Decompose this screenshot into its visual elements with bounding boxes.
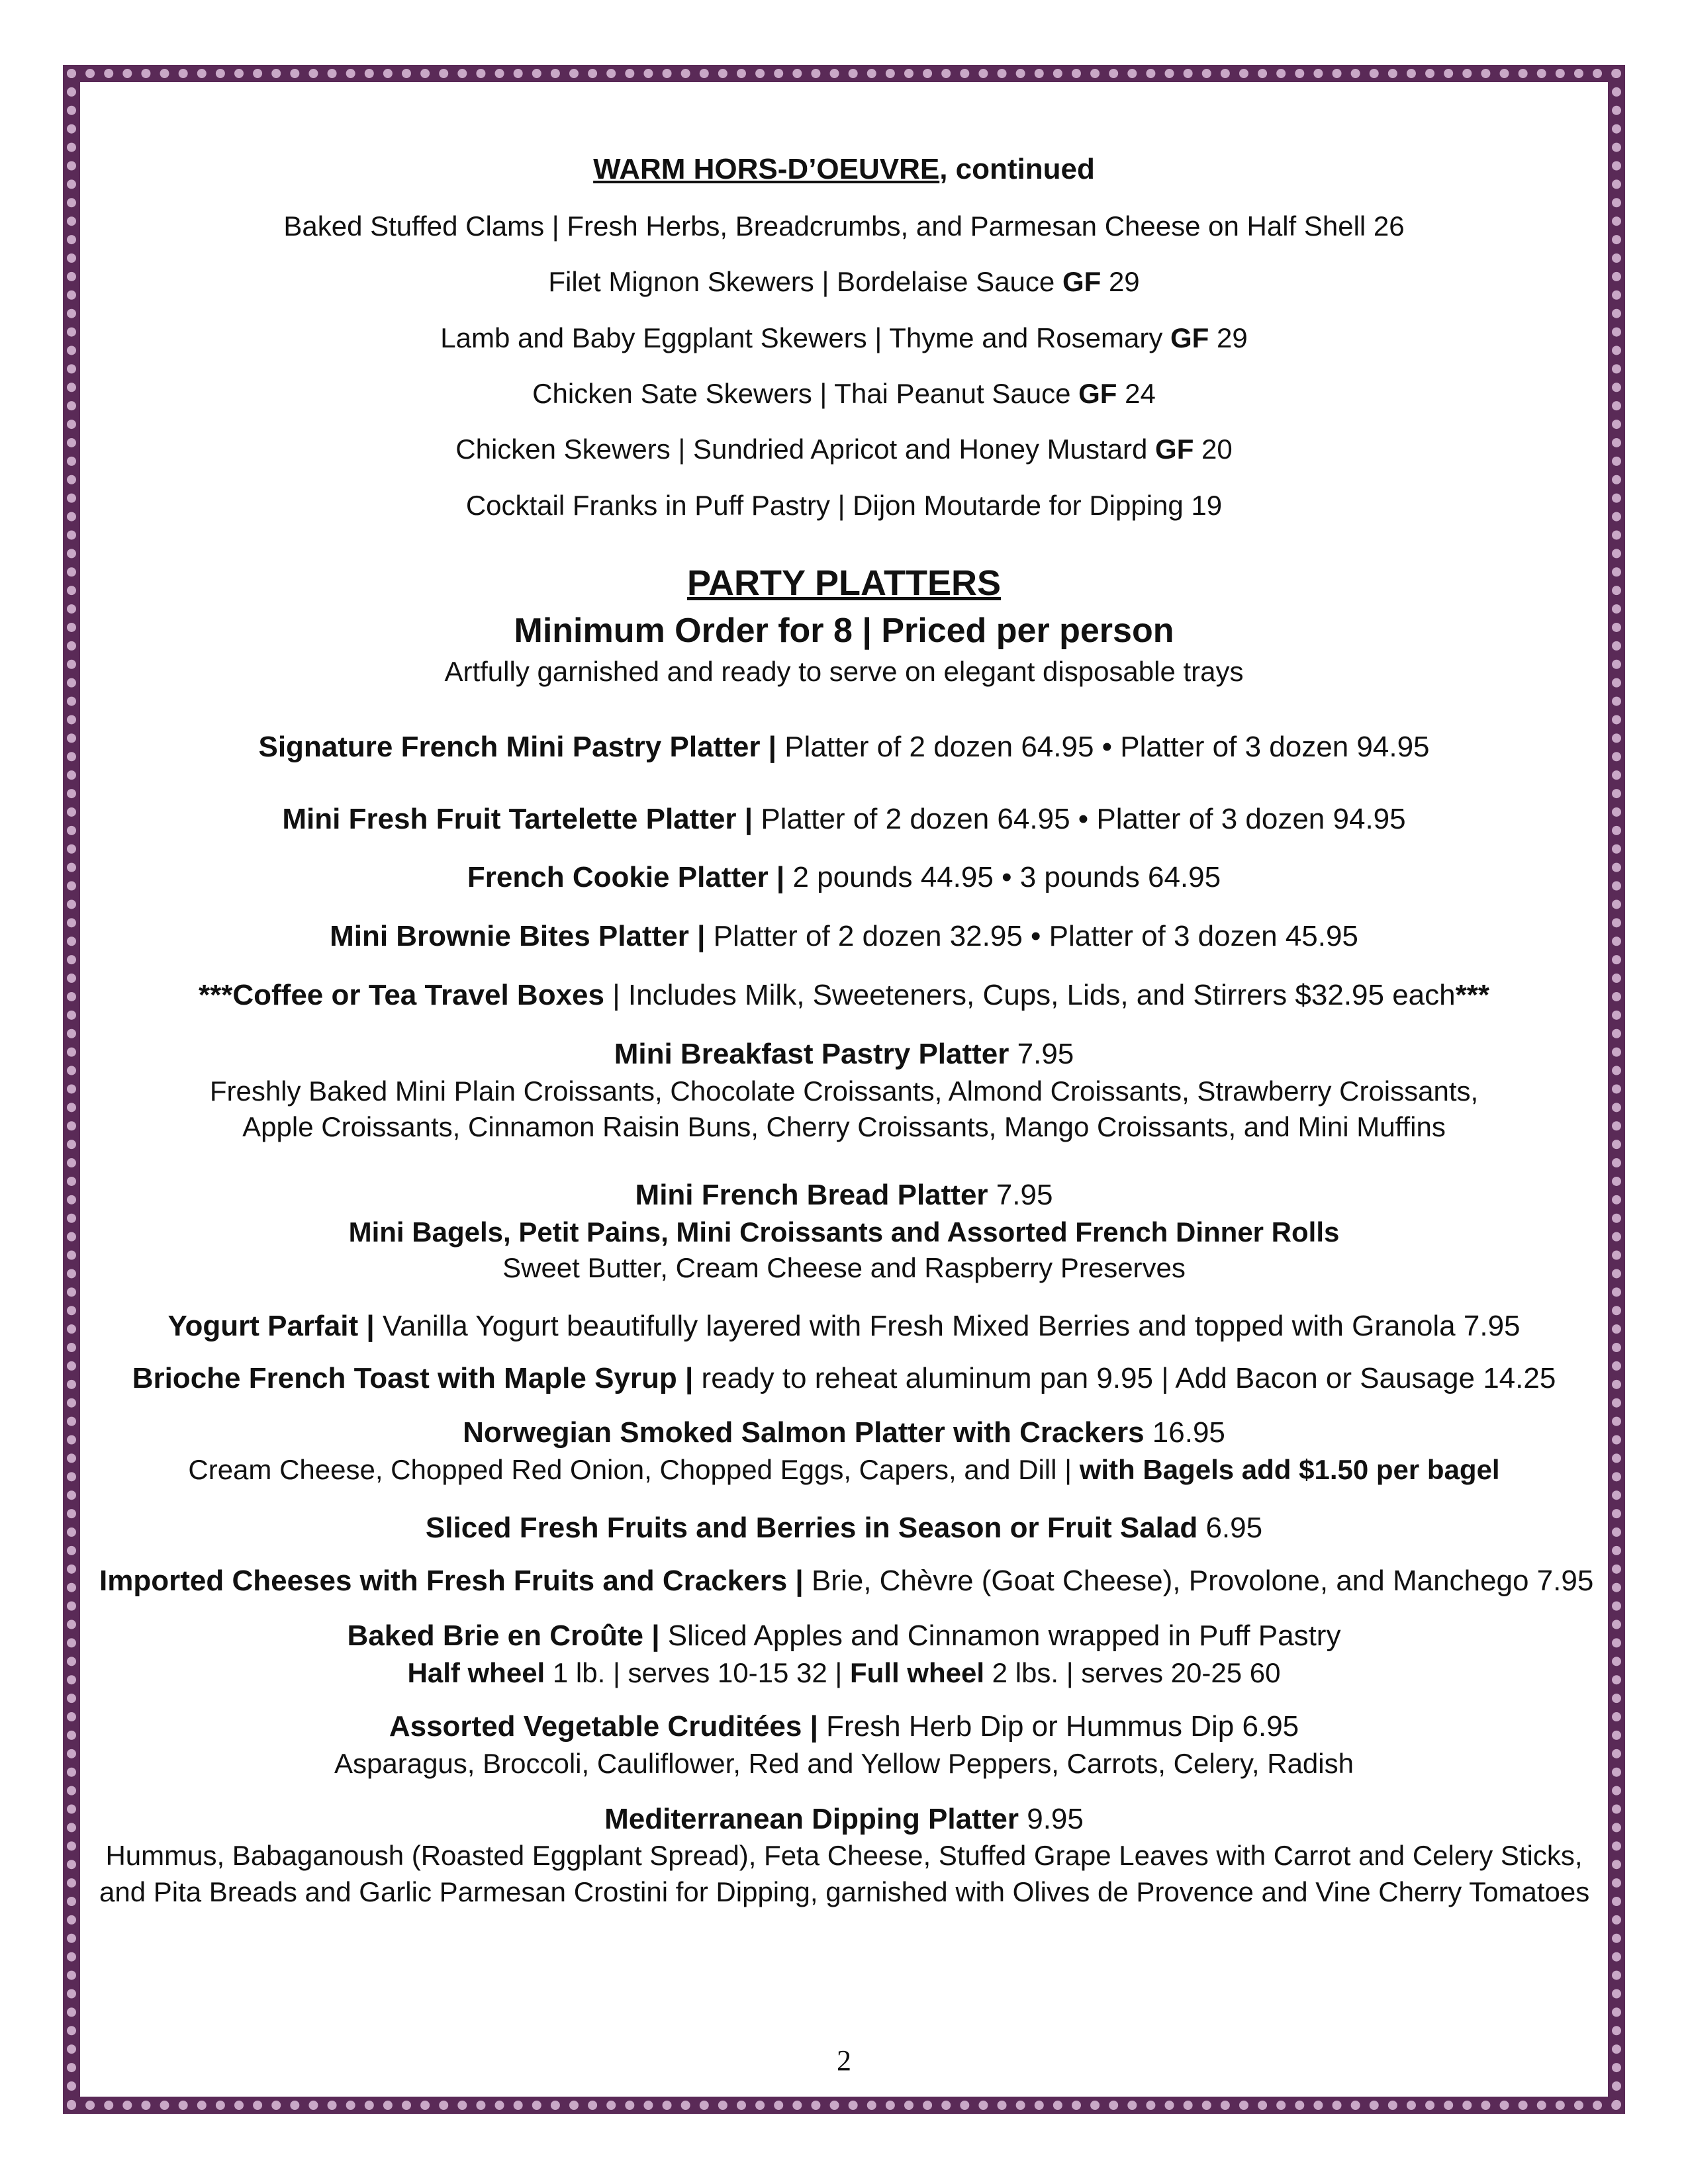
menu-item-price: 24 [1117, 377, 1156, 409]
brie-half-wheel-detail: 1 lb. | serves 10-15 32 | [545, 1657, 850, 1689]
platter-detail: Sliced Apples and Cinnamon wrapped in Puff Pastry [659, 1619, 1341, 1653]
platter-smoked-salmon [99, 1416, 1589, 1451]
menu-item-text: Filet Mignon Skewers | Bordelaise Sauce [548, 266, 1062, 298]
menu-item-text: Chicken Skewers | Sundried Apricot and Honey Mustard [455, 433, 1156, 465]
platter-name: Baked Brie en Croûte | [347, 1619, 660, 1653]
menu-item-lamb-eggplant-skewers [99, 322, 1589, 355]
menu-item-price: 29 [1209, 322, 1248, 353]
platter-mediterranean-dipping [99, 1802, 1589, 1837]
warm-heading-title: WARM HORS-D’OEUVRE [593, 153, 940, 185]
platter-detail: Fresh Herb Dip or Hummus Dip 6.95 [818, 1710, 1299, 1743]
gluten-free-badge: GF [1078, 377, 1117, 409]
bread-description-line-2: Sweet Butter, Cream Cheese and Raspberry Preserves [502, 1252, 1186, 1284]
platter-detail: Platter of 2 dozen 64.95 • Platter of 3 dozen 94.95 [776, 730, 1430, 763]
platter-detail: ready to reheat aluminum pan 9.95 | Add Bacon or Sausage 14.25 [693, 1361, 1556, 1394]
salmon-description [99, 1453, 1589, 1486]
platter-name: Yogurt Parfait | [167, 1309, 375, 1342]
platter-french-cookie [99, 860, 1589, 895]
platter-tail: *** [1455, 978, 1489, 1011]
menu-item-text: Chicken Sate Skewers | Thai Peanut Sauce [532, 377, 1079, 409]
platter-name: Mini Fresh Fruit Tartelette Platter | [282, 802, 753, 835]
brie-full-wheel-label: Full wheel [849, 1657, 984, 1689]
brioche-french-toast [99, 1361, 1589, 1396]
platter-mini-pastry [99, 730, 1589, 765]
platter-detail: Vanilla Yogurt beautifully layered with Fresh Mixed Berries and topped with Granola 7.95 [374, 1309, 1521, 1342]
brie-full-wheel-detail: 2 lbs. | serves 20-25 60 [984, 1657, 1281, 1689]
mediterranean-description-line-1: Hummus, Babaganoush (Roasted Eggplant Spread), Feta Cheese, Stuffed Grape Leaves with Carrot and Celery Sticks, [105, 1840, 1583, 1872]
yogurt-parfait [99, 1309, 1589, 1344]
platter-detail: Platter of 2 dozen 64.95 • Platter of 3 dozen 94.95 [753, 802, 1406, 835]
page-number: 2 [837, 2044, 851, 2077]
warm-heading-continued: , continued [939, 153, 1095, 185]
breakfast-description-line-2: Apple Croissants, Cinnamon Raisin Buns, Cherry Croissants, Mango Croissants, and Mini Muffins [242, 1111, 1446, 1142]
coffee-tea-travel-boxes [99, 978, 1589, 1013]
menu-item-cocktail-franks [99, 489, 1589, 522]
platter-name: French Cookie Platter | [467, 861, 785, 894]
platter-detail: Brie, Chèvre (Goat Cheese), Provolone, and Manchego 7.95 [803, 1565, 1594, 1598]
breakfast-description-line-1: Freshly Baked Mini Plain Croissants, Chocolate Croissants, Almond Croissants, Strawberry Croissants, [209, 1075, 1479, 1107]
platter-imported-cheeses [99, 1564, 1594, 1599]
brie-half-wheel-label: Half wheel [407, 1657, 545, 1689]
gluten-free-badge: GF [1155, 433, 1194, 465]
platter-detail: Platter of 2 dozen 32.95 • Platter of 3 dozen 45.95 [705, 920, 1358, 953]
menu-item-price: 20 [1194, 433, 1233, 465]
platter-price: 6.95 [1197, 1511, 1263, 1544]
platter-price: 9.95 [1019, 1802, 1084, 1835]
warm-hors-doeuvre-heading [99, 152, 1589, 187]
menu-item-price: 29 [1101, 266, 1140, 298]
platter-name: Signature French Mini Pastry Platter | [258, 730, 776, 763]
menu-item-text: Cocktail Franks in Puff Pastry | Dijon Moutarde for Dipping 19 [465, 489, 1223, 521]
platter-name: Mediterranean Dipping Platter [604, 1802, 1019, 1835]
salmon-description-text: Cream Cheese, Chopped Red Onion, Chopped Eggs, Capers, and Dill | [188, 1454, 1080, 1486]
platter-price: 16.95 [1144, 1416, 1225, 1449]
platter-detail: 2 pounds 44.95 • 3 pounds 64.95 [784, 861, 1221, 894]
platter-detail: | Includes Milk, Sweeteners, Cups, Lids, and Stirrers $32.95 each [604, 978, 1456, 1011]
menu-item-text: Baked Stuffed Clams | Fresh Herbs, Breadcrumbs, and Parmesan Cheese on Half Shell 26 [283, 210, 1405, 242]
baked-brie-en-croute [99, 1619, 1589, 1654]
mediterranean-description-line-2: and Pita Breads and Garlic Parmesan Crostini for Dipping, garnished with Olives de Provence and Vine Cherry Tomatoes [99, 1876, 1590, 1907]
platter-fruit-tartelette [99, 802, 1589, 837]
platter-breakfast-pastry [99, 1037, 1589, 1072]
platter-vegetable-crudites [99, 1709, 1589, 1745]
menu-item-chicken-sate-skewers [99, 377, 1589, 410]
platter-name: Imported Cheeses with Fresh Fruits and Crackers | [99, 1565, 804, 1598]
brie-sizes [99, 1657, 1589, 1690]
platter-french-bread [99, 1178, 1589, 1213]
party-platters-description: Artfully garnished and ready to serve on elegant disposable trays [444, 656, 1244, 688]
platter-name: Mini French Bread Platter [635, 1179, 988, 1212]
party-platters-title: PARTY PLATTERS [686, 563, 1002, 604]
bread-description-line-1: Mini Bagels, Petit Pains, Mini Croissants and Assorted French Dinner Rolls [348, 1216, 1340, 1248]
platter-name: Norwegian Smoked Salmon Platter with Crackers [463, 1416, 1145, 1449]
platter-price: 7.95 [1009, 1037, 1074, 1070]
platter-name: Mini Brownie Bites Platter | [330, 920, 706, 953]
platter-sliced-fruits [99, 1511, 1589, 1546]
menu-item-filet-mignon-skewers [99, 265, 1589, 298]
platter-price: 7.95 [988, 1179, 1053, 1212]
gluten-free-badge: GF [1062, 266, 1102, 298]
gluten-free-badge: GF [1170, 322, 1209, 353]
platter-name: Brioche French Toast with Maple Syrup | [132, 1361, 694, 1394]
platter-name: Mini Breakfast Pastry Platter [614, 1037, 1009, 1070]
crudites-description: Asparagus, Broccoli, Cauliflower, Red and Yellow Peppers, Carrots, Celery, Radish [334, 1748, 1354, 1780]
platter-brownie-bites [99, 919, 1589, 954]
menu-item-baked-stuffed-clams [99, 210, 1589, 243]
menu-item-chicken-skewers [99, 433, 1589, 466]
platter-name: Assorted Vegetable Cruditées | [389, 1710, 818, 1743]
party-platters-subtitle: Minimum Order for 8 | Priced per person [514, 611, 1174, 650]
menu-page-content [99, 132, 1594, 1909]
menu-item-text: Lamb and Baby Eggplant Skewers | Thyme and Rosemary [440, 322, 1170, 353]
platter-name: Sliced Fresh Fruits and Berries in Season or Fruit Salad [425, 1511, 1198, 1544]
platter-name: ***Coffee or Tea Travel Boxes [199, 978, 604, 1011]
salmon-bagel-addon: with Bagels add $1.50 per bagel [1079, 1454, 1500, 1486]
